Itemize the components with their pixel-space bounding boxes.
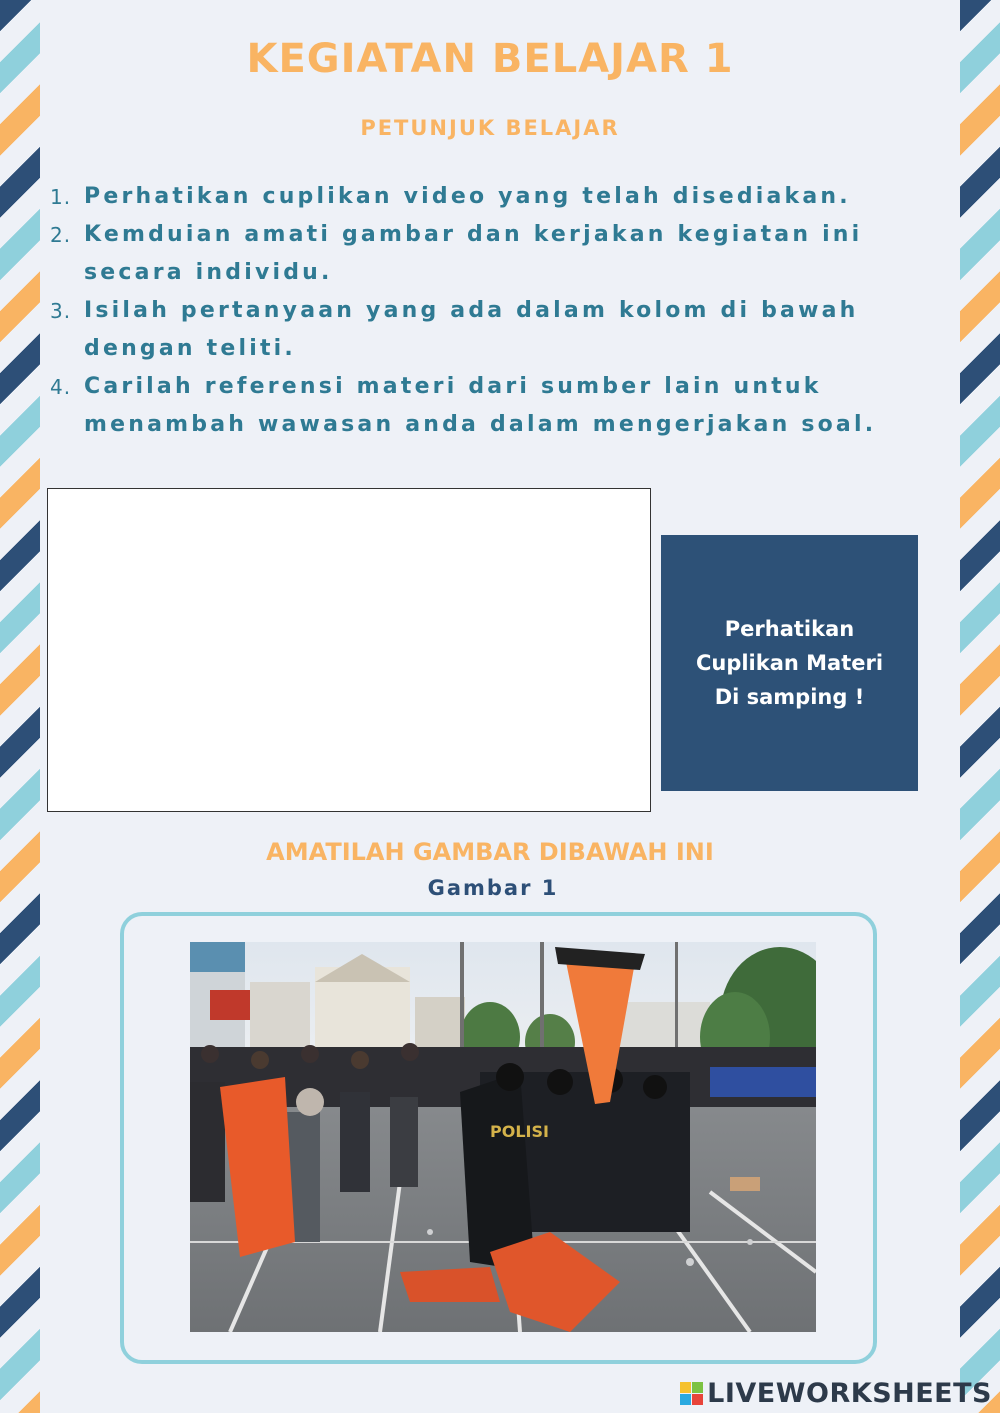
video-embed-box[interactable] <box>47 488 651 812</box>
instruction-item <box>50 216 940 292</box>
page-title: KEGIATAN BELAJAR 1 <box>246 36 734 82</box>
observe-heading: AMATILAH GAMBAR DIBAWAH INI <box>266 838 714 866</box>
instruction-text: Perhatikan cuplikan video yang telah disediakan. <box>84 184 851 209</box>
instruction-text: Carilah referensi materi dari sumber lain untuk menambah wawasan anda dalam mengerjakan soal. <box>84 374 877 437</box>
instruction-list <box>50 178 940 444</box>
instruction-item <box>50 292 940 368</box>
instruction-item <box>50 178 940 216</box>
instruction-number: 2. <box>50 223 72 247</box>
instruction-number: 4. <box>50 375 72 399</box>
note-text: Perhatikan Cuplikan Materi Di samping ! <box>695 617 884 709</box>
instruction-number: 1. <box>50 185 72 209</box>
liveworksheets-logo-icon <box>680 1382 703 1405</box>
liveworksheets-watermark <box>680 1378 992 1409</box>
instruction-text: Kemduian amati gambar dan kerjakan kegiatan ini secara individu. <box>84 222 863 285</box>
instruction-item <box>50 368 940 444</box>
watch-material-note <box>661 535 918 791</box>
striped-border-left <box>0 0 40 1413</box>
striped-border-right <box>960 0 1000 1413</box>
instruction-number: 3. <box>50 299 72 323</box>
police-shield-label: POLISI <box>490 1122 549 1141</box>
protest-photo <box>190 942 816 1332</box>
watermark-text: LIVEWORKSHEETS <box>707 1378 992 1409</box>
instruction-text: Isilah pertanyaan yang ada dalam kolom di bawah dengan teliti. <box>84 298 859 361</box>
figure-caption: Gambar 1 <box>427 876 559 900</box>
page-subtitle: PETUNJUK BELAJAR <box>360 116 620 140</box>
